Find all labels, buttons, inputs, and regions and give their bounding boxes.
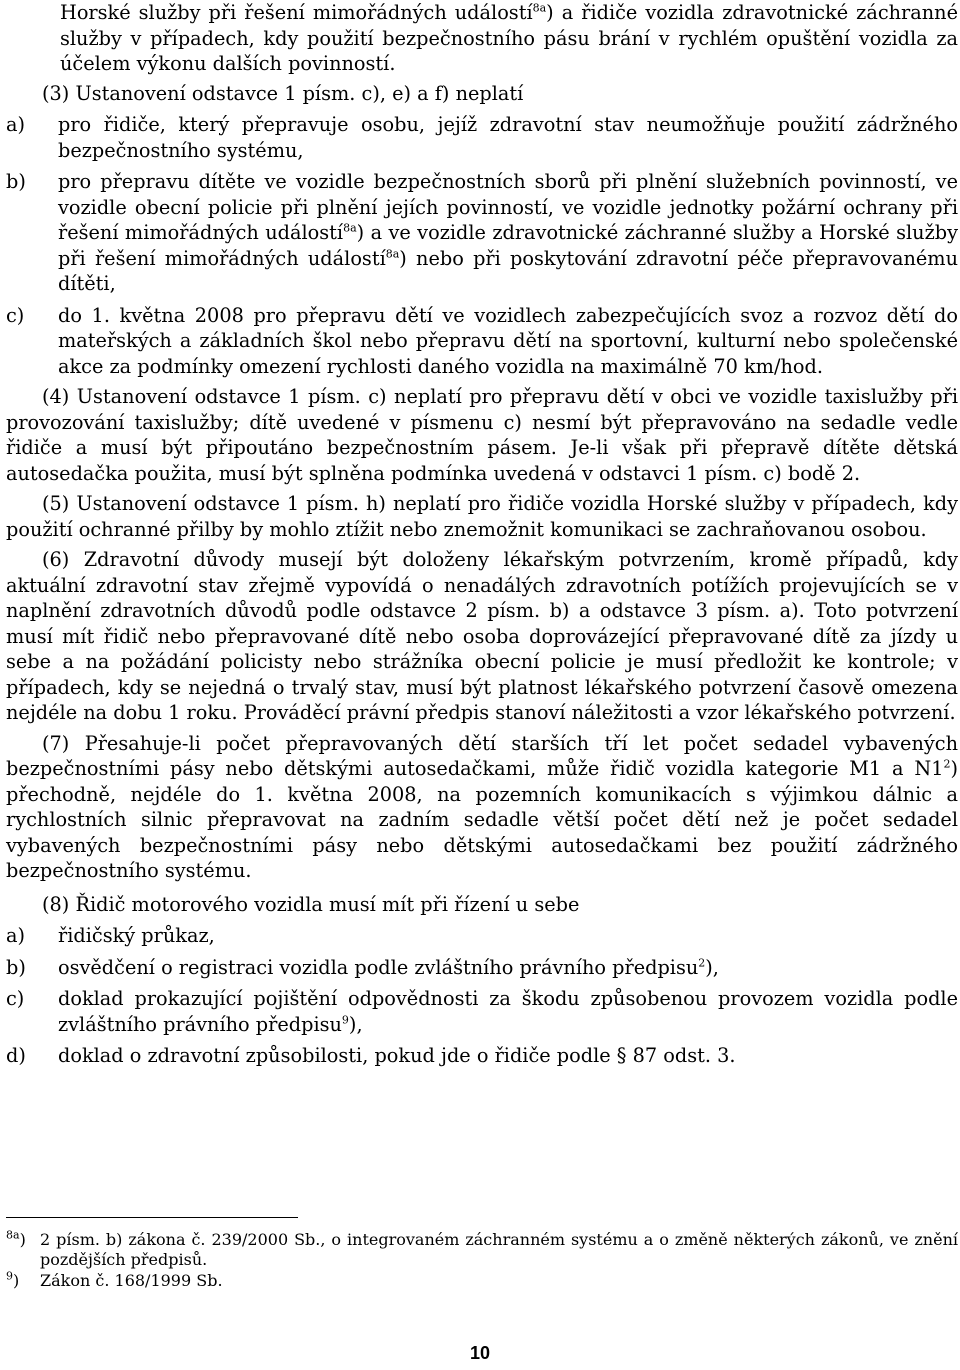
footnote-ref[interactable]: 8a [385,247,400,261]
list-item [6,1043,958,1069]
footnote-text: 2 písm. b) zákona č. 239/2000 Sb., o integrovaném záchranném systému a o změně některých zákonů, ve znění pozdějších předpisů. [40,1230,958,1269]
paragraph-7: (7) Přesahuje-li počet přepravovaných dětí starších tří let počet sedadel vybavených bezpečnostními pásy nebo dětskými autosedačkami, může řidič vozidla kategorie M1 a $N1^2$) přechodně, nejdéle do 1. května 2008, na pozemních komunikacích s výjimkou dálnic a rychlostních silnic přepravovat na zadním sedadle větší počet dětí než je počet sedadel vybavených bezpečnostními pásy nebo dětskými autosedačkami bez použití zádržného bezpečnostního systému. [6,731,958,882]
footnote-ref[interactable]: 8a [343,221,357,235]
list-item [6,169,958,297]
footnote [6,1271,958,1291]
paragraph-6: (6) Zdravotní důvody musejí být doloženy lékařským potvrzením, kromě případů, kdy aktuální zdravotní stav zřejmě vypovídá o nenadálých zdravotních potížích projevujících se v naplnění zdravotních důvodů podle odstavce 2 písm. b) a odstavce 3 písm. a). Toto potvrzení musí mít řidič nebo přepravované dítě nebo osoba doprovázející přepravované dítě za jízdy u sebe a na požádání policisty nebo strážníka obecní policie je musí předložit ke kontrole; v případech, kdy se nejedná o trvalý stav, musí být platnost lékařského potvrzení časově omezena nejdéle na dobu 1 roku. Prováděcí právní předpis stanoví náležitosti a vzor lékařského potvrzení. [6,548,958,724]
continuation-paragraph: Horské služby při řešení mimořádných událostí$^{8a}$) a řidiče vozidla zdravotnické záchranné služby v případech, kdy použití bezpečnostního pásu brání v rychlém opuštění vozidla za účelem výkonu dalších povinností. [60,1,958,75]
list-text: doklad prokazující pojištění odpovědnosti za škodu způsobenou provozem vozidla podle zvláštního právního předpisu$^9$), [58,987,958,1036]
list-text: řidičský průkaz, [58,924,215,947]
list-text: pro přepravu dítěte ve vozidle bezpečnostních sborů při plnění služebních povinností, ve vozidle obecní policie při plnění jejích povinností, ve vozidle jednotky požární ochrany při řešení mimořádných událostí$^{8a}$) a ve vozidle zdravotnické záchranné služby a Horské služby při řešení mimořádných událostí$^{8a}$) nebo při poskytování zdravotní péče přepravovanému dítěti, [58,170,958,295]
page-number: 10 [469,1343,491,1363]
list-label: b) [6,170,26,193]
paragraph-4: (4) Ustanovení odstavce 1 písm. c) neplatí pro přepravu dětí v obci ve vozidle taxislužby při provozování taxislužby; dítě uvedené v písmenu c) nesmí být přepravováno na sedadle vedle řidiče a musí být připoutáno bezpečnostním pásem. Je-li však při přepravě dítěte dětská autosedačka použita, musí být splněna podmínka uvedená v odstavci 1 písm. c) bodě 2. [6,385,958,485]
footnote-ref[interactable]: 9 [341,1013,349,1027]
paragraph-3-heading: (3) Ustanovení odstavce 1 písm. c), e) a f) neplatí [42,81,524,105]
footnote-ref[interactable]: 8a [532,1,547,15]
list-label: a) [6,924,26,947]
list-label: d) [6,1044,26,1067]
footnote-divider [6,1217,298,1218]
list-label: c) [6,987,25,1010]
footnotes [6,1230,958,1292]
list-item [6,955,958,981]
footnote-text: Zákon č. 168/1999 Sb. [40,1271,223,1290]
list-text: pro řidiče, který přepravuje osobu, jejíž zdravotní stav neumožňuje použití zádržného bezpečnostního systému, [58,113,958,162]
list-label: a) [6,113,26,136]
footnote-label: $^{8a}$) [6,1228,26,1249]
footnote-ref[interactable]: 2 [698,956,706,970]
paragraph-5: (5) Ustanovení odstavce 1 písm. h) neplatí pro řidiče vozidla Horské služby v případech, kdy použití ochranné přilby by mohlo ztížit nebo znemožnit komunikaci se zachraňovanou osobou. [6,492,958,541]
list-item [6,303,958,380]
list-label: c) [6,303,25,327]
list-item [6,986,958,1037]
document-page [6,0,958,1069]
list-item [6,112,958,163]
paragraph-8-heading: (8) Řidič motorového vozidla musí mít při řízení u sebe [42,892,580,916]
footnote-label: $^9$) [6,1269,20,1290]
list-text: doklad o zdravotní způsobilosti, pokud jde o řidiče podle § 87 odst. 3. [58,1044,736,1067]
footnote-ref[interactable]: 2 [943,757,951,771]
list-text: do 1. května 2008 pro přepravu dětí ve vozidlech zabezpečujících svoz a rozvoz dětí do mateřských a základních škol nebo přepravu dětí na sportovní, kulturní nebo společenské akce za podmínky omezení rychlosti daného vozidla na maximálně 70 km/hod. [58,303,958,378]
footnote [6,1230,958,1270]
list-text: osvědčení o registraci vozidla podle zvláštního právního předpisu$^2$), [58,955,719,979]
list-item [6,923,958,949]
list-label: b) [6,955,26,979]
